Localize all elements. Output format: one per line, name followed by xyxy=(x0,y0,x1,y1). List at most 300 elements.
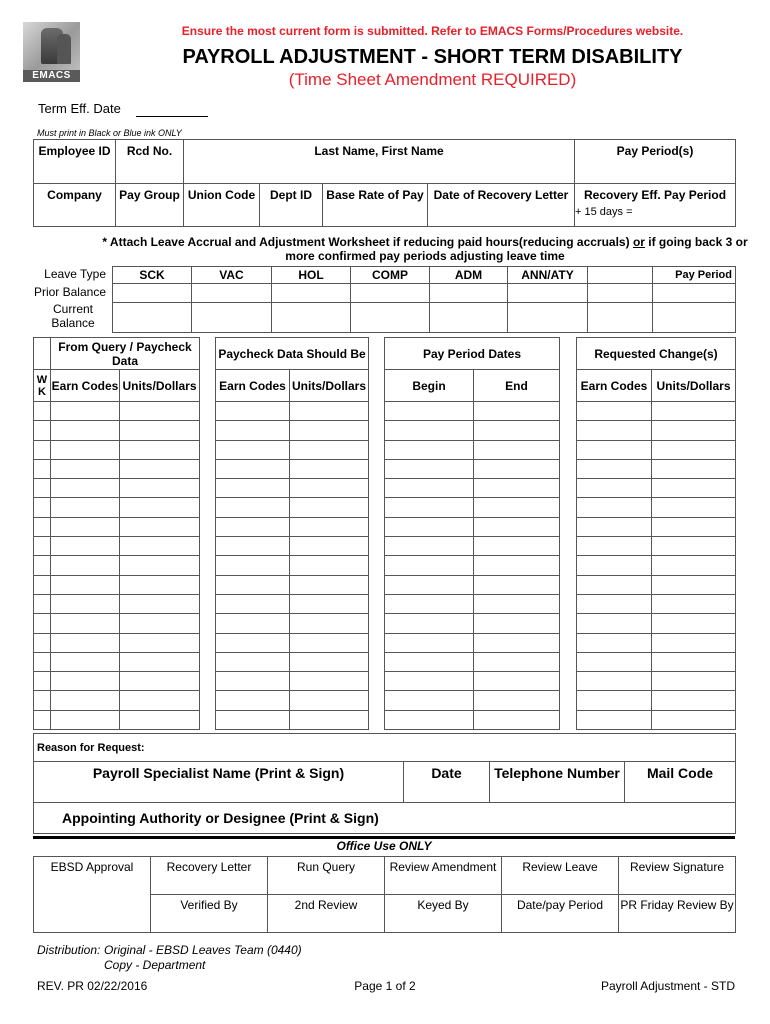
grid-row xyxy=(577,575,736,594)
should-be-units-cell[interactable] xyxy=(290,633,369,652)
requested-units-cell[interactable] xyxy=(652,402,736,421)
requested-units-cell[interactable] xyxy=(652,421,736,440)
requested-earn-code-cell[interactable] xyxy=(577,633,652,652)
grid-row xyxy=(385,537,560,556)
should-be-units-cell[interactable] xyxy=(290,517,369,536)
should-be-units-cell[interactable] xyxy=(290,614,369,633)
prior-balance-cell[interactable] xyxy=(508,284,588,303)
requested-units-cell[interactable] xyxy=(652,498,736,517)
begin-date-cell[interactable] xyxy=(385,479,474,498)
term-eff-date-label: Term Eff. Date xyxy=(38,101,121,116)
specialist-field[interactable] xyxy=(34,762,404,803)
end-date-cell[interactable] xyxy=(474,594,560,613)
requested-earn-code-cell[interactable] xyxy=(577,614,652,633)
wk-cell[interactable] xyxy=(34,537,51,556)
should-be-earn-code-cell[interactable] xyxy=(216,402,290,421)
end-date-cell[interactable] xyxy=(474,402,560,421)
end-date-cell[interactable] xyxy=(474,614,560,633)
begin-date-cell[interactable] xyxy=(385,498,474,517)
from-query-earn-code-cell[interactable] xyxy=(51,556,120,575)
requested-earn-code-cell[interactable] xyxy=(577,710,652,729)
grid-row xyxy=(577,479,736,498)
requested-units-cell[interactable] xyxy=(652,614,736,633)
end-date-cell[interactable] xyxy=(474,517,560,536)
office-row2-label: Verified By xyxy=(180,898,238,912)
begin-date-cell[interactable] xyxy=(385,594,474,613)
mail-code-field[interactable] xyxy=(625,762,736,803)
end-date-cell[interactable] xyxy=(474,537,560,556)
telephone-label: Telephone Number xyxy=(494,765,620,781)
begin-date-cell[interactable] xyxy=(385,459,474,478)
begin-date-cell[interactable] xyxy=(385,402,474,421)
requested-units-cell[interactable] xyxy=(652,672,736,691)
from-query-earn-code-cell[interactable] xyxy=(51,537,120,556)
appointing-authority-field[interactable] xyxy=(34,803,736,834)
from-query-earn-code-cell[interactable] xyxy=(51,498,120,517)
prior-balance-cell[interactable] xyxy=(272,284,351,303)
should-be-earn-code-cell[interactable] xyxy=(216,691,290,710)
name-field[interactable] xyxy=(184,140,575,184)
wk-cell[interactable] xyxy=(34,672,51,691)
grid-row xyxy=(216,652,369,671)
begin-header: Begin xyxy=(385,370,474,402)
grid-row xyxy=(216,575,369,594)
office-row1-field[interactable] xyxy=(619,857,736,895)
grid-row xyxy=(34,672,200,691)
from-query-earn-code-cell[interactable] xyxy=(51,652,120,671)
recovery-letter-date-field[interactable] xyxy=(428,184,575,227)
grid-row xyxy=(34,421,200,440)
requested-units-cell[interactable] xyxy=(652,633,736,652)
grid-row xyxy=(385,594,560,613)
requested-units-cell[interactable] xyxy=(652,517,736,536)
wk-cell[interactable] xyxy=(34,440,51,459)
current-balance-label: Current Balance xyxy=(51,302,95,330)
term-eff-date-field[interactable] xyxy=(136,102,208,117)
begin-date-cell[interactable] xyxy=(385,440,474,459)
grid-row xyxy=(577,710,736,729)
from-query-units-cell[interactable] xyxy=(120,402,200,421)
leave-hol: HOL xyxy=(272,267,351,284)
attach-note-text: * Attach Leave Accrual and Adjustment Worksheet if reducing paid hours(reducing accruals) xyxy=(102,235,633,249)
leave-blank[interactable] xyxy=(588,267,653,284)
begin-date-cell[interactable] xyxy=(385,537,474,556)
from-query-earn-code-cell[interactable] xyxy=(51,479,120,498)
specialist-label: Payroll Specialist Name (Print & Sign) xyxy=(92,765,345,781)
wk-cell[interactable] xyxy=(34,498,51,517)
current-balance-cell[interactable] xyxy=(588,303,653,333)
date-label: Date xyxy=(431,765,462,781)
should-be-header: Paycheck Data Should Be xyxy=(216,338,369,370)
earn-codes-header: Earn Codes xyxy=(216,370,290,402)
should-be-earn-code-cell[interactable] xyxy=(216,421,290,440)
grid-row xyxy=(385,652,560,671)
reason-field[interactable] xyxy=(34,734,736,762)
requested-earn-code-cell[interactable] xyxy=(577,479,652,498)
grid-row xyxy=(577,691,736,710)
should-be-earn-code-cell[interactable] xyxy=(216,614,290,633)
distribution-original: Original - EBSD Leaves Team (0440) xyxy=(104,943,302,957)
grid-row xyxy=(385,672,560,691)
leave-type-row xyxy=(113,267,736,284)
end-date-cell[interactable] xyxy=(474,575,560,594)
ebsd-approval-label: EBSD Approval xyxy=(50,860,134,874)
recovery-eff-field[interactable] xyxy=(575,184,736,227)
company-field[interactable] xyxy=(34,184,116,227)
base-rate-label: Base Rate of Pay xyxy=(326,188,424,202)
wk-cell[interactable] xyxy=(34,594,51,613)
requested-units-cell[interactable] xyxy=(652,479,736,498)
requested-earn-code-cell[interactable] xyxy=(577,517,652,536)
wk-cell[interactable] xyxy=(34,710,51,729)
from-query-units-cell[interactable] xyxy=(120,633,200,652)
grid-row xyxy=(385,633,560,652)
rcd-no-label: Rcd No. xyxy=(126,144,173,158)
begin-date-cell[interactable] xyxy=(385,556,474,575)
grid-row xyxy=(34,517,200,536)
grid-row xyxy=(216,479,369,498)
grid-row xyxy=(577,498,736,517)
begin-date-cell[interactable] xyxy=(385,672,474,691)
grid-row xyxy=(385,556,560,575)
wk-cell[interactable] xyxy=(34,421,51,440)
should-be-earn-code-cell[interactable] xyxy=(216,633,290,652)
recovery-eff-label: Recovery Eff. Pay Period xyxy=(583,188,727,202)
requested-units-cell[interactable] xyxy=(652,594,736,613)
requested-earn-code-cell[interactable] xyxy=(577,537,652,556)
requested-units-cell[interactable] xyxy=(652,710,736,729)
requested-earn-code-cell[interactable] xyxy=(577,498,652,517)
end-date-cell[interactable] xyxy=(474,479,560,498)
current-balance-cell[interactable] xyxy=(192,303,272,333)
should-be-units-cell[interactable] xyxy=(290,691,369,710)
from-query-units-cell[interactable] xyxy=(120,556,200,575)
from-query-earn-code-cell[interactable] xyxy=(51,517,120,536)
base-rate-field[interactable] xyxy=(323,184,428,227)
from-query-earn-code-cell[interactable] xyxy=(51,440,120,459)
plus-days-label: + 15 days = xyxy=(575,206,633,218)
union-code-field[interactable] xyxy=(184,184,260,227)
units-dollars-header: Units/Dollars xyxy=(652,370,736,402)
grid-row xyxy=(34,459,200,478)
dept-id-field[interactable] xyxy=(260,184,323,227)
begin-date-cell[interactable] xyxy=(385,633,474,652)
pay-periods-label: Pay Period(s) xyxy=(616,144,694,158)
from-query-earn-code-cell[interactable] xyxy=(51,402,120,421)
requested-earn-code-cell[interactable] xyxy=(577,594,652,613)
should-be-units-cell[interactable] xyxy=(290,440,369,459)
end-date-cell[interactable] xyxy=(474,691,560,710)
leave-sck: SCK xyxy=(113,267,192,284)
distribution-label: Distribution: xyxy=(37,943,101,957)
begin-date-cell[interactable] xyxy=(385,652,474,671)
end-date-cell[interactable] xyxy=(474,556,560,575)
office-row1-field[interactable] xyxy=(268,857,385,895)
office-row1-label: Review Signature xyxy=(629,860,725,874)
office-row2-field[interactable] xyxy=(151,895,268,933)
leave-balance-table xyxy=(112,266,736,333)
office-use-table xyxy=(33,856,736,933)
current-balance-cell[interactable] xyxy=(508,303,588,333)
grid-row xyxy=(216,517,369,536)
should-be-earn-code-cell[interactable] xyxy=(216,479,290,498)
leave-adm: ADM xyxy=(430,267,508,284)
prior-balance-row xyxy=(113,284,736,303)
should-be-units-cell[interactable] xyxy=(290,498,369,517)
from-query-units-cell[interactable] xyxy=(120,537,200,556)
current-balance-cell[interactable] xyxy=(272,303,351,333)
attach-note-or: or xyxy=(632,235,645,249)
from-query-earn-code-cell[interactable] xyxy=(51,691,120,710)
from-query-units-cell[interactable] xyxy=(120,691,200,710)
begin-date-cell[interactable] xyxy=(385,614,474,633)
office-row2-label: 2nd Review xyxy=(294,898,358,912)
from-query-units-cell[interactable] xyxy=(120,421,200,440)
grid-row xyxy=(216,710,369,729)
from-query-header: From Query / Paycheck Data xyxy=(51,338,200,370)
grid-row xyxy=(34,575,200,594)
should-be-earn-code-cell[interactable] xyxy=(216,440,290,459)
grid-row xyxy=(34,633,200,652)
should-be-units-cell[interactable] xyxy=(290,421,369,440)
should-be-units-cell[interactable] xyxy=(290,459,369,478)
requested-units-cell[interactable] xyxy=(652,575,736,594)
pay-periods-field[interactable] xyxy=(575,140,736,184)
prior-balance-cell[interactable] xyxy=(192,284,272,303)
distribution-copy: Copy - Department xyxy=(104,958,206,972)
ink-note: Must print in Black or Blue ink ONLY xyxy=(37,128,182,138)
wk-cell[interactable] xyxy=(34,402,51,421)
logo-text: EMACS xyxy=(23,70,80,82)
should-be-table xyxy=(215,337,369,730)
requested-units-cell[interactable] xyxy=(652,556,736,575)
requested-earn-code-cell[interactable] xyxy=(577,575,652,594)
from-query-units-cell[interactable] xyxy=(120,517,200,536)
grid-row xyxy=(577,421,736,440)
requested-earn-code-cell[interactable] xyxy=(577,421,652,440)
from-query-units-cell[interactable] xyxy=(120,498,200,517)
grid-row xyxy=(34,710,200,729)
begin-date-cell[interactable] xyxy=(385,421,474,440)
grid-row xyxy=(34,691,200,710)
from-query-table xyxy=(33,337,200,730)
grid-row xyxy=(216,672,369,691)
page-number: Page 1 of 2 xyxy=(354,979,416,993)
attach-note-line2: more confirmed pay periods adjusting leave time xyxy=(285,249,565,263)
grid-row xyxy=(216,498,369,517)
requested-earn-code-cell[interactable] xyxy=(577,556,652,575)
office-row1-field[interactable] xyxy=(385,857,502,895)
leave-vac: VAC xyxy=(192,267,272,284)
current-balance-cell[interactable] xyxy=(351,303,430,333)
should-be-earn-code-cell[interactable] xyxy=(216,537,290,556)
wk-cell[interactable] xyxy=(34,614,51,633)
end-header: End xyxy=(474,370,560,402)
requested-units-cell[interactable] xyxy=(652,691,736,710)
leave-pay-period: Pay Period xyxy=(653,267,736,284)
from-query-earn-code-cell[interactable] xyxy=(51,710,120,729)
requested-units-cell[interactable] xyxy=(652,440,736,459)
requested-earn-code-cell[interactable] xyxy=(577,691,652,710)
grid-row xyxy=(577,440,736,459)
grid-row xyxy=(34,556,200,575)
should-be-earn-code-cell[interactable] xyxy=(216,517,290,536)
grid-row xyxy=(34,614,200,633)
should-be-earn-code-cell[interactable] xyxy=(216,459,290,478)
from-query-units-cell[interactable] xyxy=(120,594,200,613)
end-date-cell[interactable] xyxy=(474,459,560,478)
should-be-units-cell[interactable] xyxy=(290,710,369,729)
should-be-units-cell[interactable] xyxy=(290,672,369,691)
wk-cell[interactable] xyxy=(34,517,51,536)
current-form-notice: Ensure the most current form is submitted. Refer to EMACS Forms/Procedures website. xyxy=(181,24,684,38)
form-title: PAYROLL ADJUSTMENT - SHORT TERM DISABILITY xyxy=(182,46,683,68)
requested-units-cell[interactable] xyxy=(652,652,736,671)
wk-cell[interactable] xyxy=(34,575,51,594)
from-query-earn-code-cell[interactable] xyxy=(51,575,120,594)
prior-balance-cell[interactable] xyxy=(588,284,653,303)
end-date-cell[interactable] xyxy=(474,633,560,652)
from-query-units-cell[interactable] xyxy=(120,479,200,498)
end-date-cell[interactable] xyxy=(474,498,560,517)
should-be-earn-code-cell[interactable] xyxy=(216,710,290,729)
requested-units-cell[interactable] xyxy=(652,537,736,556)
wk-cell[interactable] xyxy=(34,459,51,478)
prior-balance-cell[interactable] xyxy=(430,284,508,303)
should-be-units-cell[interactable] xyxy=(290,575,369,594)
should-be-units-cell[interactable] xyxy=(290,594,369,613)
begin-date-cell[interactable] xyxy=(385,710,474,729)
wk-blank xyxy=(34,338,51,370)
grid-row xyxy=(216,556,369,575)
requested-earn-code-cell[interactable] xyxy=(577,672,652,691)
wk-cell[interactable] xyxy=(34,633,51,652)
from-query-units-cell[interactable] xyxy=(120,459,200,478)
prior-balance-cell[interactable] xyxy=(113,284,192,303)
from-query-earn-code-cell[interactable] xyxy=(51,594,120,613)
office-row1-field[interactable] xyxy=(502,857,619,895)
from-query-units-cell[interactable] xyxy=(120,672,200,691)
telephone-field[interactable] xyxy=(490,762,625,803)
reason-label: Reason for Request: xyxy=(37,741,145,754)
form-name: Payroll Adjustment - STD xyxy=(600,979,735,993)
wk-cell[interactable] xyxy=(34,479,51,498)
office-row2-field[interactable] xyxy=(619,895,736,933)
revision-label: REV. PR 02/22/2016 xyxy=(37,979,148,993)
from-query-units-cell[interactable] xyxy=(120,710,200,729)
grid-row xyxy=(385,691,560,710)
from-query-units-cell[interactable] xyxy=(120,575,200,594)
office-row2-label: PR Friday Review By xyxy=(620,898,734,912)
prior-balance-cell[interactable] xyxy=(351,284,430,303)
office-row2-field[interactable] xyxy=(385,895,502,933)
from-query-earn-code-cell[interactable] xyxy=(51,421,120,440)
current-balance-cell[interactable] xyxy=(430,303,508,333)
grid-row xyxy=(385,517,560,536)
grid-row xyxy=(216,594,369,613)
end-date-cell[interactable] xyxy=(474,652,560,671)
should-be-units-cell[interactable] xyxy=(290,479,369,498)
union-code-label: Union Code xyxy=(187,188,256,202)
from-query-earn-code-cell[interactable] xyxy=(51,672,120,691)
office-row2-field[interactable] xyxy=(268,895,385,933)
employee-id-field[interactable] xyxy=(34,140,116,184)
date-field[interactable] xyxy=(404,762,490,803)
units-dollars-header: Units/Dollars xyxy=(290,370,369,402)
grid-row xyxy=(216,440,369,459)
office-row2-field[interactable] xyxy=(502,895,619,933)
office-row1-field[interactable] xyxy=(151,857,268,895)
begin-date-cell[interactable] xyxy=(385,575,474,594)
requested-units-cell[interactable] xyxy=(652,459,736,478)
form-subtitle: (Time Sheet Amendment REQUIRED) xyxy=(288,70,577,89)
emacs-logo xyxy=(23,22,80,82)
should-be-units-cell[interactable] xyxy=(290,556,369,575)
from-query-earn-code-cell[interactable] xyxy=(51,633,120,652)
rcd-no-field[interactable] xyxy=(116,140,184,184)
grid-row xyxy=(577,672,736,691)
requested-earn-code-cell[interactable] xyxy=(577,652,652,671)
units-dollars-header: Units/Dollars xyxy=(120,370,200,402)
should-be-earn-code-cell[interactable] xyxy=(216,575,290,594)
pay-group-field[interactable] xyxy=(116,184,184,227)
should-be-earn-code-cell[interactable] xyxy=(216,498,290,517)
should-be-units-cell[interactable] xyxy=(290,402,369,421)
from-query-earn-code-cell[interactable] xyxy=(51,459,120,478)
should-be-units-cell[interactable] xyxy=(290,652,369,671)
end-date-cell[interactable] xyxy=(474,710,560,729)
wk-cell[interactable] xyxy=(34,691,51,710)
should-be-earn-code-cell[interactable] xyxy=(216,556,290,575)
grid-row xyxy=(577,556,736,575)
begin-date-cell[interactable] xyxy=(385,517,474,536)
dept-id-label: Dept ID xyxy=(270,188,312,202)
ebsd-approval-field[interactable] xyxy=(34,857,151,933)
leave-comp: COMP xyxy=(351,267,430,284)
requested-earn-code-cell[interactable] xyxy=(577,402,652,421)
appointing-authority-label: Appointing Authority or Designee (Print & Sign) xyxy=(62,810,379,826)
grid-row xyxy=(34,498,200,517)
requested-earn-code-cell[interactable] xyxy=(577,440,652,459)
requested-changes-header: Requested Change(s) xyxy=(577,338,736,370)
should-be-earn-code-cell[interactable] xyxy=(216,594,290,613)
current-balance-cell[interactable] xyxy=(113,303,192,333)
end-date-cell[interactable] xyxy=(474,421,560,440)
grid-row xyxy=(385,710,560,729)
grid-row xyxy=(34,537,200,556)
prior-balance-cell[interactable] xyxy=(653,284,736,303)
wk-cell[interactable] xyxy=(34,652,51,671)
from-query-units-cell[interactable] xyxy=(120,440,200,459)
grid-row xyxy=(216,691,369,710)
should-be-earn-code-cell[interactable] xyxy=(216,672,290,691)
end-date-cell[interactable] xyxy=(474,672,560,691)
end-date-cell[interactable] xyxy=(474,440,560,459)
from-query-units-cell[interactable] xyxy=(120,652,200,671)
from-query-units-cell[interactable] xyxy=(120,614,200,633)
wk-cell[interactable] xyxy=(34,556,51,575)
begin-date-cell[interactable] xyxy=(385,691,474,710)
office-row1-label: Review Amendment xyxy=(389,860,497,874)
earn-codes-header: Earn Codes xyxy=(577,370,652,402)
from-query-earn-code-cell[interactable] xyxy=(51,614,120,633)
employee-info-table xyxy=(33,139,736,227)
should-be-units-cell[interactable] xyxy=(290,537,369,556)
requested-earn-code-cell[interactable] xyxy=(577,459,652,478)
current-balance-cell[interactable] xyxy=(653,303,736,333)
grid-row xyxy=(34,402,200,421)
should-be-earn-code-cell[interactable] xyxy=(216,652,290,671)
